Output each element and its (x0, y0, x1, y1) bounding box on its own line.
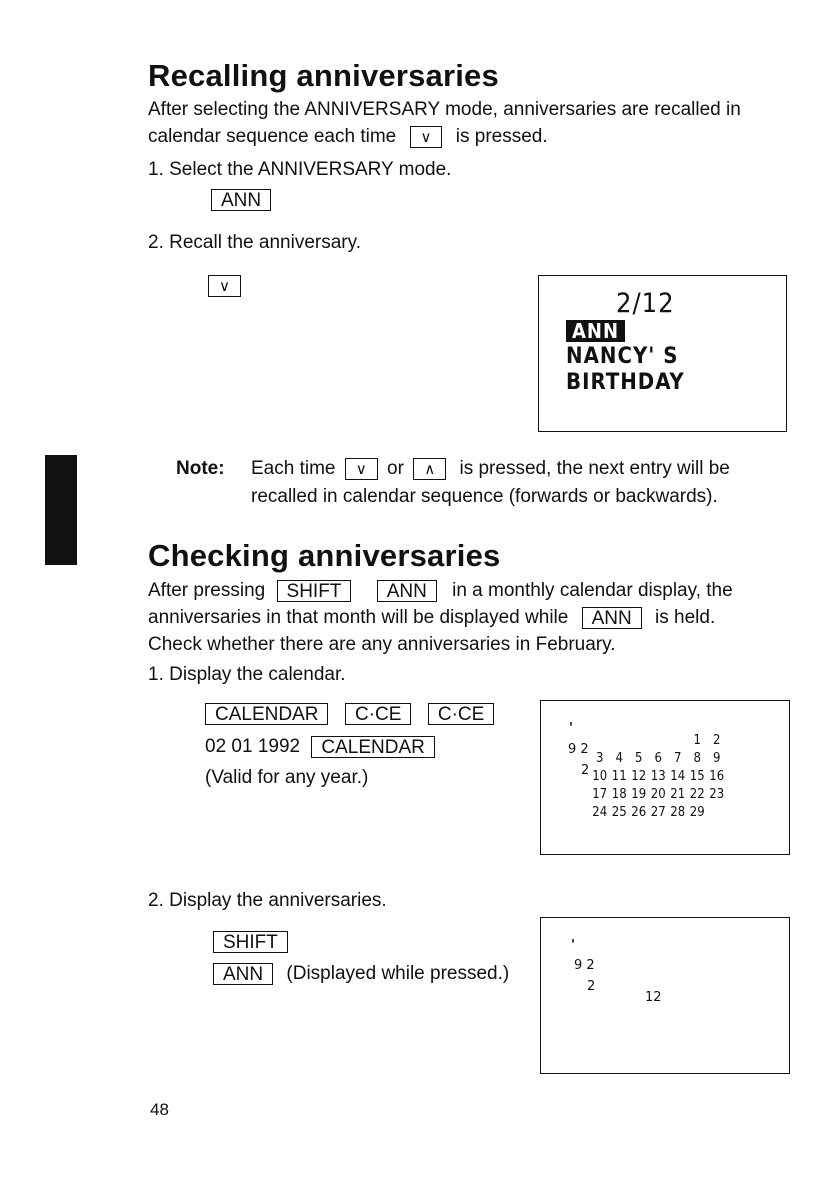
lcd-anniversary-display (538, 275, 787, 432)
calendar-key: CALENDAR (311, 736, 434, 758)
intro-line: calendar sequence each time ∨ is pressed. (148, 126, 548, 147)
calendar-day (610, 731, 630, 749)
display-day: 12 (645, 990, 662, 1005)
calendar-grid (590, 731, 727, 821)
valid-note: (Valid for any year.) (205, 767, 369, 788)
calendar-day: 5 (635, 750, 643, 766)
step-1: 1. Select the ANNIVERSARY mode. (148, 159, 452, 180)
calendar-day: 24 (592, 804, 608, 820)
calendar-day: 11 (611, 768, 627, 784)
calendar-day: 28 (670, 804, 686, 820)
ann-key: ANN (582, 607, 642, 629)
display-year: 9 2 (574, 958, 595, 973)
ann-held-line (213, 960, 509, 987)
calendar-day: 17 (592, 786, 608, 802)
calendar-week-row (590, 803, 727, 821)
display-month: 2 (587, 979, 596, 994)
ann-key: ANN (377, 580, 437, 602)
calendar-day: 14 (670, 768, 686, 784)
display-year: 9 2 (568, 742, 589, 757)
section-tab-marker (45, 455, 77, 565)
key-sequence (205, 703, 494, 725)
calendar-week-row (590, 785, 727, 803)
calendar-day: 6 (654, 750, 662, 766)
down-key: ∨ (208, 275, 241, 297)
cce-key: C·CE (428, 703, 494, 725)
calendar-day: 12 (631, 768, 647, 784)
display-line-1: NANCY' S (566, 344, 679, 369)
calendar-day: 1 (693, 732, 701, 748)
calendar-day: 22 (689, 786, 705, 802)
step-2: 2. Display the anniversaries. (148, 890, 387, 911)
step-1: 1. Display the calendar. (148, 664, 346, 685)
calendar-day (649, 731, 669, 749)
calendar-day: 15 (689, 768, 705, 784)
display-line-2: BIRTHDAY (566, 370, 685, 395)
ann-key: ANN (211, 189, 271, 211)
calendar-day: 27 (650, 804, 666, 820)
shift-key: SHIFT (213, 931, 288, 953)
calendar-day: 4 (615, 750, 623, 766)
shift-key: SHIFT (277, 580, 352, 602)
section-title-recalling: Recalling anniversaries (148, 58, 499, 93)
intro-line: After pressing SHIFT ANN in a monthly calendar display, the (148, 580, 733, 602)
calendar-day: 9 (713, 750, 721, 766)
calendar-key: CALENDAR (205, 703, 328, 725)
calendar-day: 21 (670, 786, 686, 802)
section-title-checking: Checking anniversaries (148, 538, 501, 573)
calendar-day: 16 (709, 768, 725, 784)
step-2: 2. Recall the anniversary. (148, 232, 361, 253)
calendar-day (707, 803, 727, 821)
up-key: ∧ (413, 458, 446, 480)
date-entry-line (205, 733, 435, 760)
calendar-day (668, 731, 688, 749)
cce-key: C·CE (345, 703, 411, 725)
calendar-day: 29 (689, 804, 705, 820)
down-key: ∨ (345, 458, 378, 480)
calendar-day (590, 731, 610, 749)
display-mode-ann: ANN (566, 320, 625, 342)
calendar-day: 3 (596, 750, 604, 766)
down-key: ∨ (410, 126, 443, 148)
page-number: 48 (150, 1100, 169, 1119)
display-date: 2/12 (616, 288, 675, 319)
note-line: Each time ∨ or ∧ is pressed, the next entry will be (251, 458, 730, 479)
pressed-note: (Displayed while pressed.) (286, 963, 510, 984)
calendar-day: 10 (592, 768, 608, 784)
calendar-week-row (590, 767, 727, 785)
calendar-day: 18 (611, 786, 627, 802)
calendar-day: 26 (631, 804, 647, 820)
calendar-day (629, 731, 649, 749)
lcd-anniversary-calendar: ' 9 2 2 12 (540, 917, 790, 1074)
intro-line: After selecting the ANNIVERSARY mode, anniversaries are recalled in (148, 99, 741, 120)
ann-key: ANN (213, 963, 273, 985)
calendar-day: 19 (631, 786, 647, 802)
intro-line: anniversaries in that month will be displayed while ANN is held. (148, 607, 716, 629)
note-label: Note: (176, 458, 225, 479)
calendar-day: 13 (650, 768, 666, 784)
calendar-week-row (590, 749, 727, 767)
calendar-week-row (590, 731, 727, 749)
date-input: 02 01 1992 (205, 736, 301, 757)
calendar-day: 25 (611, 804, 627, 820)
calendar-day: 23 (709, 786, 725, 802)
display-month: 2 (581, 763, 590, 778)
calendar-day: 8 (693, 750, 701, 766)
intro-line: Check whether there are any anniversaries in February. (148, 634, 616, 655)
calendar-day: 20 (650, 786, 666, 802)
calendar-day: 2 (713, 732, 721, 748)
calendar-day: 7 (674, 750, 682, 766)
note-line: recalled in calendar sequence (forwards or backwards). (251, 486, 718, 507)
lcd-calendar-display: ' 9 2 2 1 2 3 4 5 6 7 8 9 10 11 12 13 14 15 16 17 18 19 20 21 22 23 24 25 26 27 28 29 (540, 700, 790, 855)
